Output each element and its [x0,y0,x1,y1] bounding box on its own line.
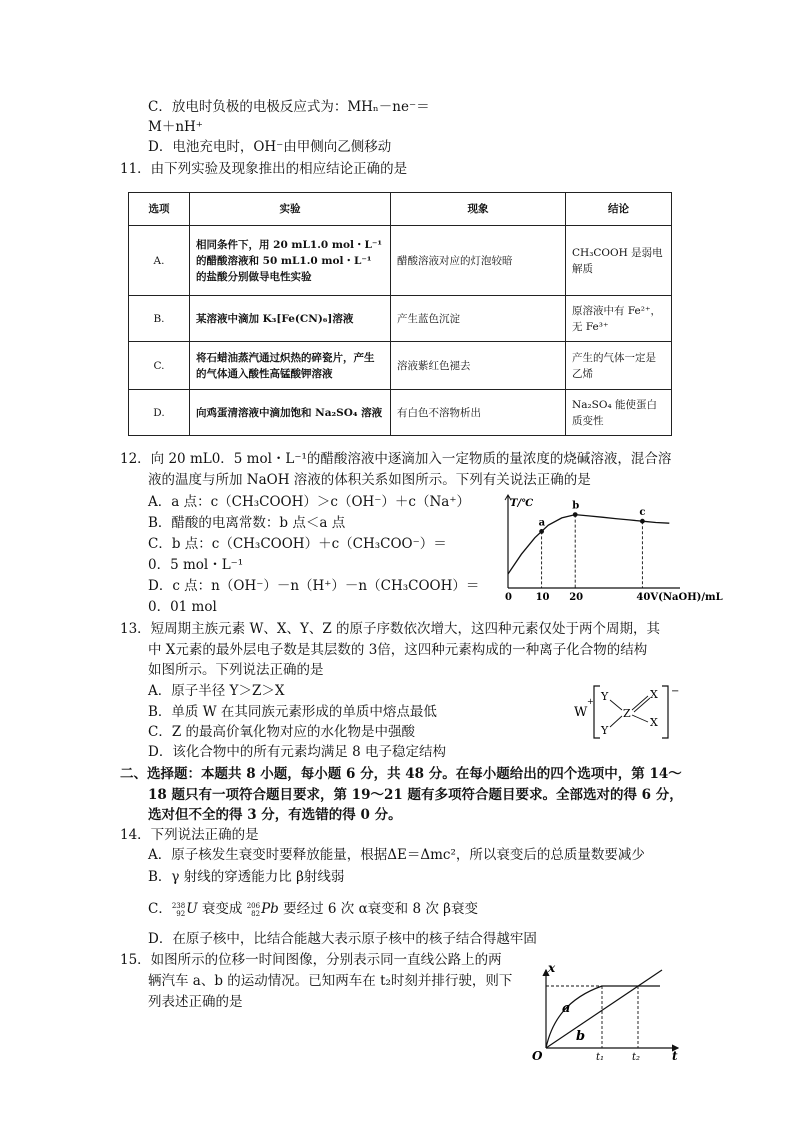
q15-stem-line2: 辆汽车 a、b 的运动情况。已知两车在 t₂时刻并排行驶，则下 [148,973,513,989]
origin-label: O [532,1049,543,1063]
q14-option-a: A．原子核发生衰变时要释放能量，根据ΔE＝Δmc²，所以衰变后的总质量数要减少 [148,847,645,863]
q14-stem: 14．下列说法正确的是 [120,827,259,843]
q14-option-d: D．在原子核中，比结合能越大表示原子核中的核子结合得越牢固 [148,931,537,947]
table-cell-option: B. [129,296,190,342]
q13-option-d: D．该化合物中的所有元素均满足 8 电子稳定结构 [148,744,446,760]
q13-option-c: C．Z 的最高价氧化物对应的水化物是中强酸 [148,724,416,740]
table-header-row [129,193,672,226]
lead-nuclide-numbers [247,902,260,918]
q13-stem-line3: 如图所示。下列说法正确的是 [148,662,324,678]
table-row [129,296,672,342]
structure-minus-charge: − [671,686,680,697]
table-header: 选项 [129,193,190,226]
chart-x-tick-label: 20 [569,592,584,603]
lead-atomic-number: 82 [251,909,261,918]
experiment-table [128,192,672,436]
q12-option-b: B．醋酸的电离常数：b 点＜a 点 [148,515,346,531]
structure-atom-y-top: Y [601,690,609,703]
table-row [129,226,672,296]
chart-x-tick-label: 0 [505,592,512,603]
bond-y-z-top [610,700,622,710]
table-cell-conclusion: 原溶液中有 Fe²⁺，无 Fe³⁺ [566,296,672,342]
table-cell-conclusion: Na₂SO₄ 能使蛋白质变性 [566,390,672,436]
line-b-label: b [576,1029,586,1044]
section2-line2: 18 题只有一项符合题目要求，第 19～21 题有多项符合题目要求。全部选对的得 6 分， [148,787,683,803]
q15-stem-line3: 列表述正确的是 [148,994,243,1010]
q10-option-c-line2: M＋nH⁺ [148,119,203,135]
table-header: 结论 [566,193,672,226]
table-header: 现象 [391,193,566,226]
q13-stem-line1: 13．短周期主族元素 W、X、Y、Z 的原子序数依次增大，这四种元素仅处于两个周期，其 [120,621,661,637]
table-cell-experiment: 向鸡蛋清溶液中滴加饱和 Na₂SO₄ 溶液 [190,390,391,436]
q11-stem: 11．由下列实验及现象推出的相应结论正确的是 [120,161,408,177]
table-cell-observation: 醋酸溶液对应的灯泡较暗 [391,226,566,296]
chart-point-a [539,529,544,534]
lead-symbol: Pb [261,901,279,917]
bond-z-x-double-2 [634,698,650,712]
structure-atom-x-top: X [650,688,658,701]
uranium-mass-number: 238 [171,901,186,910]
q12-option-c-line2: 0．5 mol・L⁻¹ [148,557,244,573]
table-cell-experiment: 某溶液中滴加 K₃[Fe(CN)₆]溶液 [190,296,391,342]
structure-cation-w: W [574,705,588,720]
curve-a [546,986,660,1048]
q13-stem-line2: 中 X元素的最外层电子数是其层数的 3倍，这四种元素构成的一种离子化合物的结构 [148,642,648,658]
chart-series-line [508,515,669,574]
q12-option-d-line1: D．c 点：n（OH⁻）－n（H⁺）－n（CH₃COOH）＝ [148,578,480,594]
position-time-graph [528,960,688,1064]
q12-stem-line2: 液的温度与所加 NaOH 溶液的体积关系如图所示。下列有关说法正确的是 [148,472,591,488]
table-cell-conclusion: CH₃COOH 是弱电解质 [566,226,672,296]
q12-option-c-line1: C．b 点：c（CH₃COOH）＋c（CH₃COO⁻）＝ [148,536,447,552]
table-cell-conclusion: 产生的气体一定是乙烯 [566,342,672,390]
q12-stem-line1: 12．向 20 mL0．5 mol・L⁻¹的醋酸溶液中逐滴加入一定物质的量浓度的烧碱溶液，混合溶 [120,451,672,467]
x-axis-label: x [548,961,556,975]
table-cell-option: C. [129,342,190,390]
q14-option-c [148,900,478,918]
chart-point-c [640,519,645,524]
chart-x-tick-label: 40 [636,592,651,603]
table-header: 实验 [190,193,391,226]
chart-point-label-a: a [538,517,546,529]
q14-option-c-suffix: 要经过 6 次 α衰变和 8 次 β衰变 [278,901,478,917]
uranium-symbol: U [186,901,198,917]
q13-option-a: A．原子半径 Y＞Z＞X [148,683,285,699]
ionic-structure-diagram [570,682,682,744]
bond-z-x-double-1 [632,696,648,710]
q14-option-b: B．γ 射线的穿透能力比 β射线弱 [148,869,345,885]
chart-x-tick-label: 10 [535,592,550,603]
q13-option-b: B．单质 W 在其同族元素形成的单质中熔点最低 [148,704,437,720]
bond-z-x-single [632,715,648,722]
table-cell-experiment: 将石蜡油蒸汽通过炽热的碎瓷片，产生的气体通入酸性高锰酸钾溶液 [190,342,391,390]
structure-atom-x-bottom: X [650,716,658,729]
chart-point-b [573,512,578,517]
table-cell-observation: 有白色不溶物析出 [391,390,566,436]
q10-option-d: D．电池充电时，OH⁻由甲侧向乙侧移动 [148,139,392,155]
curve-a-label: a [562,1001,571,1016]
lead-mass-number: 206 [246,901,261,910]
q14-option-c-prefix: C． [148,901,172,917]
uranium-atomic-number: 92 [176,909,186,918]
chart-y-label: T/℃ [510,498,534,509]
t2-label: t₂ [632,1052,641,1063]
structure-right-bracket [662,686,668,738]
table-cell-option: D. [129,390,190,436]
chart-x-label: V(NaOH)/mL [650,592,723,603]
q15-stem-line1: 15．如图所示的位移一时间图像，分别表示同一直线公路上的两 [120,952,502,968]
table-row [129,342,672,390]
chart-point-label-c: c [639,507,646,519]
q14-option-c-middle: 衰变成 [197,901,247,917]
table-row [129,390,672,436]
section2-line3: 选对但不全的得 3 分，有选错的得 0 分。 [148,807,402,823]
table-cell-experiment: 相同条件下，用 20 mL1.0 mol・L⁻¹ 的醋酸溶液和 50 mL1.0 mol・L⁻¹ 的盐酸分别做导电性实验 [190,226,391,296]
chart-point-label-b: b [572,500,580,512]
table-cell-observation: 溶液紫红色褪去 [391,342,566,390]
t-axis-label: t [672,1049,678,1063]
q12-option-a: A．a 点：c（CH₃COOH）＞c（OH⁻）＋c（Na⁺） [148,494,470,510]
table-cell-observation: 产生蓝色沉淀 [391,296,566,342]
structure-plus-charge: + [587,697,594,706]
uranium-nuclide-numbers [172,902,185,918]
t1-label: t₁ [596,1052,605,1063]
q10-option-c-line1: C．放电时负极的电极反应式为：MHₙ－ne⁻＝ [148,99,430,115]
temperature-volume-chart [494,492,723,604]
structure-left-bracket [594,686,600,738]
table-cell-option: A. [129,226,190,296]
bond-y-z-bottom [610,716,622,727]
section2-line1: 二、选择题：本题共 8 小题，每小题 6 分，共 48 分。在每小题给出的四个选项中，第 14～ [120,766,682,782]
q12-option-d-line2: 0．01 mol [148,599,217,615]
structure-atom-y-bottom: Y [601,724,609,737]
structure-atom-z: Z [623,707,631,720]
